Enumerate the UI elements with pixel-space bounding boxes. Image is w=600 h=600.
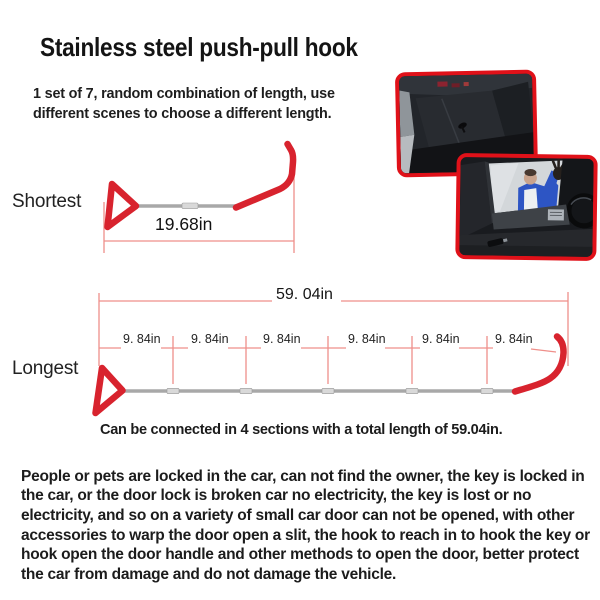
shortest-label: Shortest	[12, 191, 82, 212]
photo-man-waving	[455, 153, 597, 261]
segment-label-3: 9. 84in	[263, 332, 301, 346]
intro-text	[33, 84, 335, 124]
intro-line-2: different scenes to choose a different length.	[33, 105, 332, 122]
longest-shaft-connector-1	[167, 388, 179, 393]
longest-shaft-connector-4	[406, 388, 418, 393]
longest-label: Longest	[12, 358, 79, 379]
page-title: Stainless steel push-pull hook	[40, 32, 358, 63]
segment-label-6: 9. 84in	[495, 332, 533, 346]
longest-shaft-connector-5	[481, 388, 493, 393]
longest-handle	[96, 368, 123, 413]
longest-total-label: 59. 04in	[273, 286, 336, 304]
shortest-length-label: 19.68in	[155, 214, 213, 234]
segment-dimension-line	[99, 348, 556, 352]
shortest-dimension-lines	[104, 164, 294, 253]
longest-tool-illustration	[96, 337, 564, 414]
description-paragraph: People or pets are locked in the car, can not find the owner, the key is locked in the car, or the door lock is broken car no electricity, the key is lost or no electricity, and so on a variety of small car door can not be opened, with other accessories to warp the door open a slit, the hook to reach in to hook the key or hook open the door handle and other methods to open the door, better protect the car from damage and do not damage the vehicle.	[21, 467, 590, 584]
segment-label-4: 9. 84in	[348, 332, 386, 346]
connection-caption: Can be connected in 4 sections with a total length of 59.04in.	[100, 421, 503, 438]
shortest-shaft-connector	[182, 203, 198, 209]
longest-shaft-connector-3	[322, 388, 334, 393]
intro-line-1: 1 set of 7, random combination of length, use	[33, 85, 335, 102]
segment-label-5: 9. 84in	[422, 332, 460, 346]
shortest-hook	[236, 144, 293, 208]
shortest-handle	[108, 184, 137, 227]
longest-shaft-connector-2	[240, 388, 252, 393]
segment-label-2: 9. 84in	[191, 332, 229, 346]
segment-label-1: 9. 84in	[123, 332, 161, 346]
photo-man-waving-image	[459, 157, 593, 257]
